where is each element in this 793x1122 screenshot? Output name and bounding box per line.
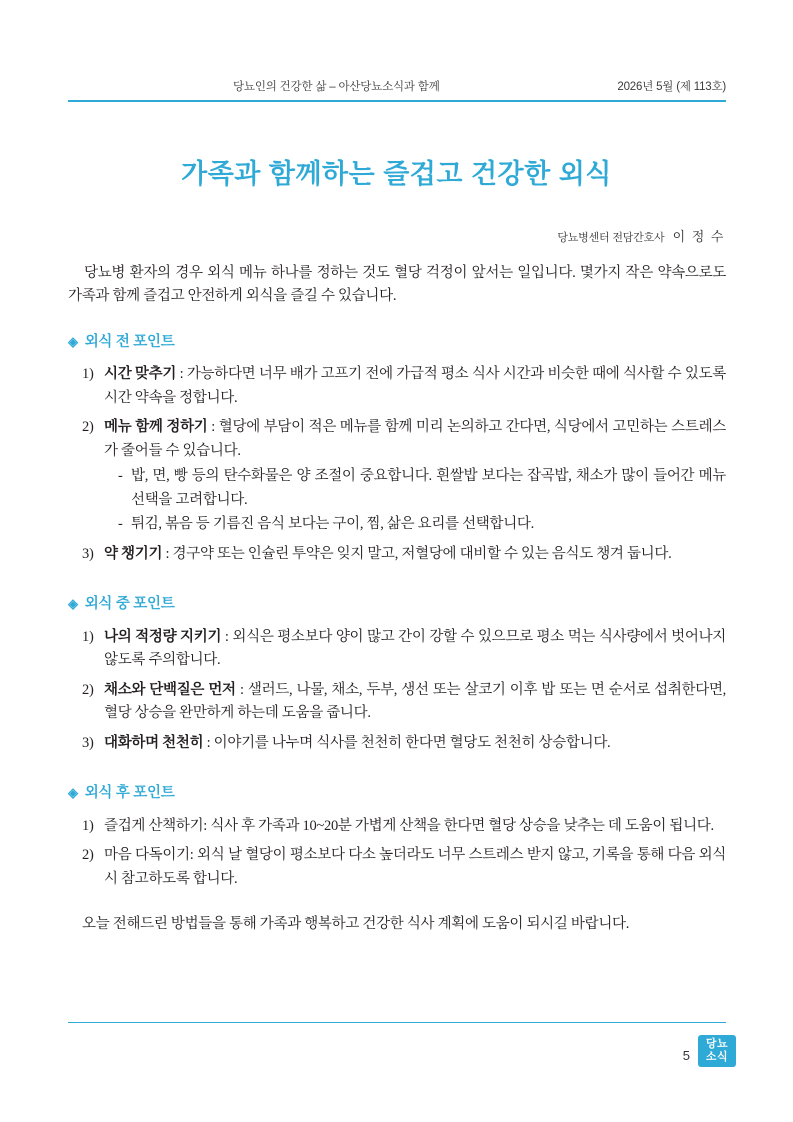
- intro-paragraph: 당뇨병 환자의 경우 외식 메뉴 하나를 정하는 것도 혈당 걱정이 앞서는 일입니다. 몇가지 작은 약속으로도 가족과 함께 즐겁고 안전하게 외식을 즐길 수 있습니다.: [68, 265, 726, 305]
- logo-line-1: 당뇨: [705, 1038, 729, 1051]
- list-item-number: 2): [82, 419, 94, 436]
- page-header: [68, 78, 726, 94]
- section-1-list: [68, 363, 726, 566]
- sub-list-item-text: 밥, 면, 빵 등의 탄수화물은 양 조절이 중요합니다. 흰쌀밥 보다는 잡곡밥, 채소가 많이 들어간 메뉴 선택을 고려합니다.: [131, 468, 726, 508]
- footer-divider: [68, 1022, 726, 1023]
- list-item-lead: 채소와 단백질은 먼저: [104, 681, 236, 698]
- byline: [557, 226, 725, 245]
- list-item: [82, 626, 726, 673]
- list-item-number: 3): [82, 545, 94, 562]
- sub-list-item-text: 튀김, 볶음 등 기름진 음식 보다는 구이, 찜, 삶은 요리를 선택합니다.: [131, 516, 534, 533]
- section-heading-label: 외식 중 포인트: [84, 596, 175, 613]
- page-title: 가족과 함께하는 즐겁고 건강한 외식: [181, 159, 612, 189]
- list-item-text: : 가능하다면 너무 배가 고프기 전에 가급적 평소 식사 시간과 비슷한 때에 식사할 수 있도록 시간 약속을 정합니다.: [104, 366, 726, 406]
- section-3-list: [68, 815, 726, 891]
- diamond-icon: ◈: [68, 785, 78, 801]
- diamond-icon: ◈: [68, 333, 78, 349]
- list-item: [82, 363, 726, 410]
- list-item-text: : 경구약 또는 인슐린 투약은 잊지 말고, 저혈당에 대비할 수 있는 음식도 챙겨 둡니다.: [162, 545, 672, 562]
- list-item: [82, 416, 726, 536]
- list-item: [82, 679, 726, 726]
- list-item-text: : 혈당에 부담이 적은 메뉴를 함께 미리 논의하고 간다면, 식당에서 고민하는 스트레스가 줄어들 수 있습니다.: [104, 419, 726, 459]
- section-heading-3: [68, 782, 726, 805]
- section-heading-2: [68, 593, 726, 616]
- list-item: [82, 732, 726, 755]
- list-item: [82, 815, 726, 838]
- dash-marker: -: [118, 468, 123, 485]
- list-item-lead: 나의 적정량 지키기: [104, 628, 222, 645]
- diamond-icon: ◈: [68, 596, 78, 612]
- list-item: [82, 543, 726, 566]
- list-item-number: 1): [82, 366, 94, 383]
- list-item-text: : 샐러드, 나물, 채소, 두부, 생선 또는 살코기 이후 밥 또는 면 순서로 섭취한다면, 혈당 상승을 완만하게 하는데 도움을 줍니다.: [104, 681, 726, 722]
- sub-list-item: [118, 513, 726, 536]
- list-item-lead: 시간 맞추기: [104, 366, 177, 383]
- header-issue-text: 2026년 5월 (제 113호): [617, 81, 726, 93]
- publication-logo: [698, 1035, 736, 1067]
- byline-name: 이 정 수: [672, 229, 725, 244]
- list-item-number: 3): [82, 734, 94, 751]
- section-2-list: [68, 626, 726, 755]
- section-heading-label: 외식 후 포인트: [84, 785, 175, 802]
- page-number: 5: [682, 1048, 690, 1063]
- list-item-number: 1): [82, 817, 94, 834]
- list-item-lead: 대화하며 천천히: [104, 734, 204, 751]
- list-item-text: : 이야기를 나누며 식사를 천천히 한다면 혈당도 천천히 상승합니다.: [203, 734, 611, 751]
- list-item-number: 2): [82, 847, 94, 864]
- list-item-text: 마음 다독이기: 외식 날 혈당이 평소보다 다소 높더라도 너무 스트레스 받지 않고, 기록을 통해 다음 외식 시 참고하도록 합니다.: [104, 847, 726, 887]
- header-center-text: 당뇨인의 건강한 삶 – 아산당뇨소식과 함께: [233, 81, 440, 93]
- logo-line-2: 소식: [705, 1051, 729, 1063]
- list-item-text: 즐겁게 산책하기: 식사 후 가족과 10~20분 가볍게 산책을 한다면 혈당 상승을 낮추는 데 도움이 됩니다.: [104, 817, 714, 834]
- list-item-lead: 약 챙기기: [104, 545, 163, 562]
- section-heading-1: [68, 331, 726, 354]
- byline-role: 당뇨병센터 전담간호사: [557, 232, 665, 244]
- list-item-number: 1): [82, 628, 94, 645]
- list-item-text: : 외식은 평소보다 양이 많고 간이 강할 수 있으므로 평소 먹는 식사량에서 벗어나지 않도록 주의합니다.: [104, 628, 726, 669]
- section-heading-label: 외식 전 포인트: [84, 333, 175, 350]
- closing-paragraph: 오늘 전해드린 방법들을 통해 가족과 행복하고 건강한 식사 계획에 도움이 되시길 바랍니다.: [82, 916, 630, 933]
- list-item: [82, 844, 726, 891]
- sub-list-item: [118, 465, 726, 512]
- list-item-number: 2): [82, 681, 94, 698]
- sub-list: [104, 465, 726, 536]
- article-body: [68, 262, 726, 937]
- header-divider: [68, 100, 726, 102]
- list-item-lead: 메뉴 함께 정하기: [104, 419, 208, 436]
- dash-marker: -: [118, 516, 123, 533]
